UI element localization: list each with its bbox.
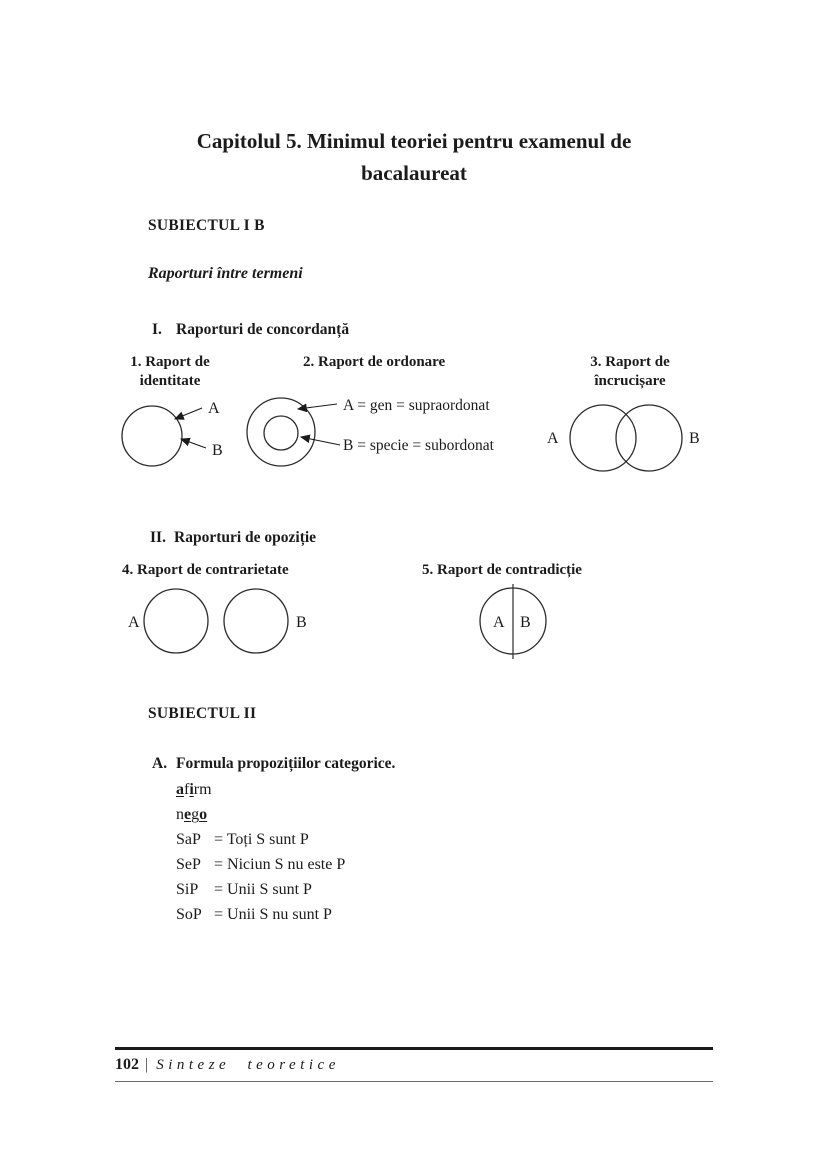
formula-row (176, 831, 309, 849)
formula-row (176, 906, 332, 924)
contrarietate-label: 4. Raport de contrarietate (122, 562, 289, 578)
chapter-title: Capitolul 5. Minimul teoriei pentru examenul de bacalaureat (196, 129, 632, 185)
arrow-b-icon (181, 439, 206, 448)
circle-a (144, 589, 208, 653)
formula-text: = Toți S sunt P (214, 831, 309, 848)
label-b: B (212, 442, 223, 459)
contrarietate-diagram (122, 584, 317, 660)
footer (115, 1056, 340, 1074)
formula-text: = Unii S sunt P (214, 881, 312, 898)
subiect-2-heading: SUBIECTUL II (148, 705, 257, 722)
section-number: I. (152, 321, 162, 338)
section-title: Raporturi de concordanță (176, 321, 350, 338)
section-title: Raporturi de opoziție (174, 529, 317, 546)
section-concordanta-heading (152, 321, 349, 339)
footer-divider: | (145, 1056, 149, 1073)
species-annotation: B = specie = subordonat (343, 437, 494, 454)
footer-series-title: Sinteze teoretice (156, 1057, 340, 1073)
label-a: A (208, 400, 220, 417)
identitate-label-line1: 1. Raport de (130, 354, 210, 370)
label-b: B (520, 614, 531, 631)
label-a: A (547, 430, 559, 447)
mnemonic-letter: rm (193, 781, 212, 798)
circle-b (616, 405, 682, 471)
circle-b (224, 589, 288, 653)
identitate-label-line2: identitate (139, 373, 201, 389)
label-a: A (493, 614, 505, 631)
contradictie-diagram (468, 582, 564, 666)
section-opozitie-heading (150, 529, 316, 547)
incrucisare-label-line1: 3. Raport de (590, 354, 670, 370)
subiect-1-heading: SUBIECTUL I B (148, 217, 265, 234)
label-b: B (689, 430, 700, 447)
arrow-species-icon (301, 437, 340, 445)
section-a-heading (152, 755, 395, 773)
formula-text: = Unii S nu sunt P (214, 906, 332, 923)
mnemonic-letter: n (176, 806, 184, 823)
mnemonic-nego (176, 806, 207, 824)
section-letter: A. (152, 755, 168, 772)
mnemonic-letter: f (184, 781, 190, 798)
label-b: B (296, 614, 307, 631)
intro-heading: Raporturi între termeni (148, 265, 303, 282)
genus-annotation: A = gen = supraordonat (343, 397, 490, 414)
label-a: A (128, 614, 140, 631)
mnemonic-afirm (176, 781, 212, 799)
ordonare-label: 2. Raport de ordonare (303, 354, 446, 370)
identity-circle (122, 406, 182, 466)
formula-row (176, 881, 312, 899)
species-inner-circle (264, 416, 298, 450)
section-title: Formula propozițiilor categorice. (176, 755, 396, 772)
incrucisare-label (572, 353, 688, 391)
footer-top-rule (115, 1047, 713, 1050)
incrucisare-label-line2: încrucișare (594, 373, 666, 389)
mnemonic-letter-highlight: e (184, 806, 192, 823)
mnemonic-letter-highlight: o (199, 806, 208, 823)
formula-code: SeP (176, 856, 201, 873)
section-number: II. (150, 529, 166, 546)
mnemonic-letter-highlight: a (176, 781, 184, 798)
arrow-a-icon (175, 408, 202, 419)
formula-code: SiP (176, 881, 199, 898)
identitate-diagram (118, 392, 248, 480)
formula-code: SoP (176, 906, 202, 923)
footer-bottom-rule (115, 1081, 713, 1082)
identitate-label (118, 353, 222, 391)
formula-row (176, 856, 345, 874)
formula-text: = Niciun S nu este P (214, 856, 346, 873)
ordonare-diagram (245, 392, 545, 484)
contradictie-label: 5. Raport de contradicție (422, 562, 582, 578)
mnemonic-letter-highlight: i (189, 781, 194, 798)
page-number: 102 (115, 1056, 139, 1073)
formula-code: SaP (176, 831, 201, 848)
mnemonic-letter: g (191, 806, 200, 823)
incrucisare-diagram (545, 392, 717, 484)
